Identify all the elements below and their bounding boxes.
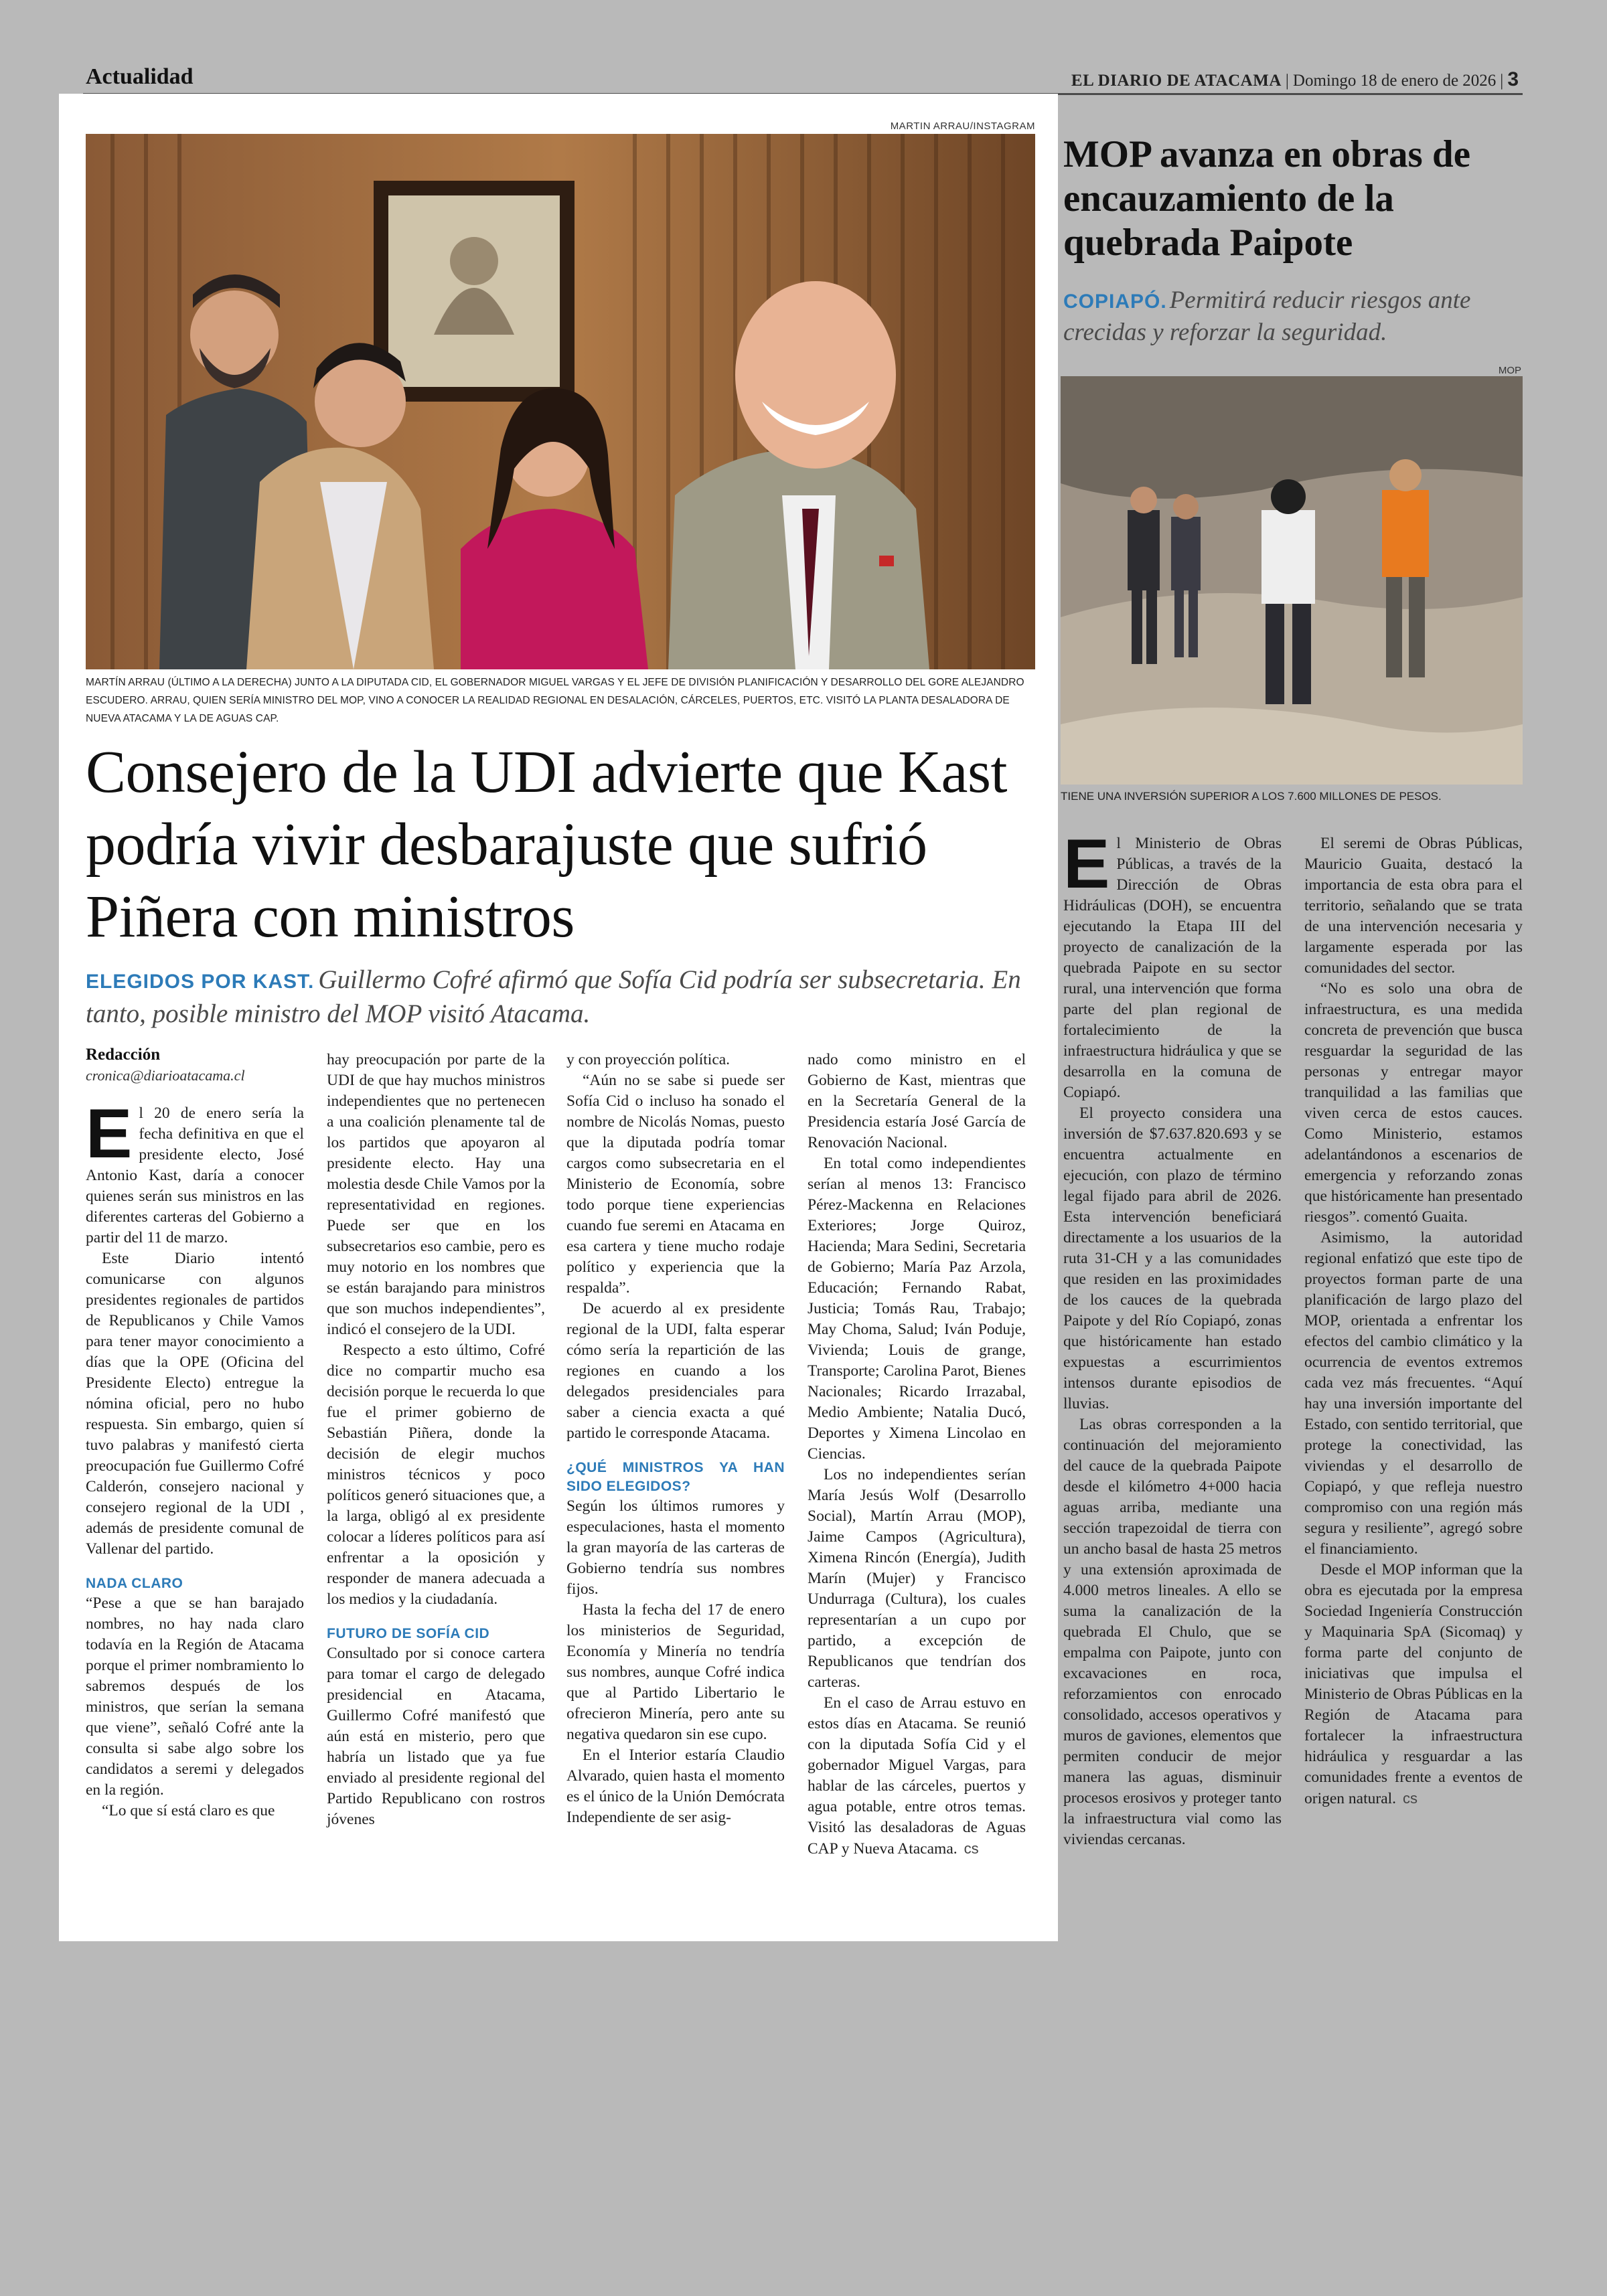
side-column-2 [1304, 833, 1523, 1809]
paragraph: En el Interior estaría Claudio Alvarado, quien hasta el momento es el único de la Unión Demócrata Independiente de ser asig- [566, 1746, 785, 1826]
main-deck [86, 964, 1050, 1030]
masthead: EL DIARIO DE ATACAMA | Domingo 18 de enero de 2026 | 3 [1071, 68, 1519, 90]
main-column-4 [808, 1050, 1026, 1860]
paragraph: Hasta la fecha del 17 de enero los ministerios de Seguridad, Economía y Minería no tendría sus nombres, aunque Cofré indica que al Partido Libertario le ofrecieron Minería, pero ante su negativa quedaron sin ese cupo. [566, 1601, 785, 1743]
side-kicker: COPIAPÓ. [1063, 291, 1167, 313]
paragraph: Respecto a esto último, Cofré dice no compartir mucho esa decisión porque le recuerda lo que fue el primer gobierno de Sebastián Piñera, donde la decisión de elegir muchos ministros técnicos y poco políticos generó situaciones que, a la larga, obligó al ex presidente colocar a líderes políticos para así enfrentar a la oposición y responder de manera adecuada a los medios y la ciudadanía. [327, 1341, 545, 1608]
side-deck-text: Permitirá reducir riesgos ante crecidas y reforzar la seguridad. [1063, 286, 1471, 346]
paragraph-text: Desde el MOP informan que la obra es ejecutada por la empresa Sociedad Ingeniería Construcción y Maquinaria SpA (Sicomaq) y forma parte del conjunto de iniciativas que impulsa el Ministerio de Obras Públicas en la Región de Atacama para fortalecer la infraestructura hidráulica y resguardar a las comunidades frente a eventos de origen natural. [1304, 1561, 1523, 1807]
group-photo-illustration [86, 134, 1035, 669]
subhead-ministros: ¿QUÉ MINISTROS YA HAN SIDO ELEGIDOS? [566, 1460, 785, 1494]
paragraph-text: En el caso de Arrau estuvo en estos días en Atacama. Se reunió con la diputada Sofía Cid y el gobernador Miguel Vargas, para hablar de las cárceles, puertos y agua potable, entre otros temas. Visitó las desaladoras de Aguas CAP y Nueva Atacama. [808, 1694, 1026, 1858]
paragraph: “No es solo una obra de infraestructura, es una medida concreta de prevención que busca resguardar la seguridad de las personas y entregar mayor tranquilidad a las familias que viven cerca de estos cauces. Como Ministerio, estamos adelantándonos a escenarios de emergencia y reforzando zonas que históricamente han presentado riesgos”. comentó Guaita. [1304, 980, 1523, 1226]
worksite-photo-illustration [1061, 376, 1523, 785]
end-mark: cs [1403, 1790, 1418, 1807]
main-deck-text: Guillermo Cofré afirmó que Sofía Cid podría ser subsecretaria. En tanto, posible ministro del MOP visitó Atacama. [86, 965, 1021, 1028]
paragraph: l Ministerio de Obras Públicas, a través de la Dirección de Obras Hidráulicas (DOH), se encuentra ejecutando la Etapa III del proyecto de canalización de la quebrada Paipote en su sector rural, una intervención que forma parte del plan regional de fortalecimiento de la infraestructura hidráulica y que se desarrolla en la comuna de Copiapó. [1063, 835, 1282, 1101]
end-mark: cs [964, 1840, 979, 1857]
subhead-futuro-sofia-cid: FUTURO DE SOFÍA CID [327, 1626, 490, 1641]
issue-date: Domingo 18 de enero de 2026 [1292, 72, 1497, 90]
main-photo [86, 134, 1035, 669]
side-headline: MOP avanza en obras de encauzamiento de la quebrada Paipote [1063, 133, 1470, 264]
paragraph [808, 1693, 1026, 1860]
paragraph: “Lo que sí está claro es que [102, 1802, 275, 1819]
side-photo [1061, 376, 1523, 785]
paragraph: El seremi de Obras Públicas, Mauricio Guaita, destacó la importancia de esta obra para el territorio, señalando que se trata de una intervención necesaria y largamente esperada por las comunidades del sector. [1304, 835, 1523, 977]
paragraph: Este Diario intentó comunicarse con algunos presidentes regionales de partidos de Republicanos y Chile Vamos para tener mayor conocimiento a días que la OPE (Oficina del Presidente Electo) entregue la nómina oficial, pero no hubo respuesta. Sin embargo, quien sí tuvo palabras y manifestó cierta preocupación fue Guillermo Cofré Calderón, consejero nacional y consejero regional de la UDI , además de presidente comunal de Vallenar del partido. [86, 1250, 304, 1558]
dropcap: E [1063, 825, 1110, 903]
main-photo-credit: MARTIN ARRAU/INSTAGRAM [890, 120, 1035, 132]
paragraph: De acuerdo al ex presidente regional de la UDI, falta esperar cómo sería la repartición de las regiones en cuando a los delegados presidenciales para saber a ciencia exacta a qué partido le corresponde Atacama. [566, 1300, 785, 1442]
page-number: 3 [1507, 68, 1519, 90]
author: Redacción [86, 1046, 161, 1064]
paragraph: nado como ministro en el Gobierno de Kast, mientras que en la Secretaría General de la Presidencia estaría José García de Renovación Nacional. [808, 1051, 1026, 1151]
byline [86, 1046, 300, 1084]
paragraph: Consultado por si conoce cartera para tomar el cargo de delegado presidencial en Atacama, Guillermo Cofré manifestó que aún está en misterio, pero que habría un listado que ya fue enviado al presidente regional del Partido Republicano con rostros jóvenes [327, 1645, 545, 1828]
page-header [83, 62, 1523, 95]
paragraph: “Aún no se sabe si puede ser Sofía Cid o incluso ha sonado el nombre de Nicolás Nomas, puesto que la diputada podría tomar cargos como subsecretaria en el Ministerio de Economía, sobre todo porque tiene experiencias cuando fue seremi en Atacama en esa cartera y tiene mucho rodaje político y experiencia que la respalda”. [566, 1072, 785, 1297]
side-column-1 [1063, 825, 1282, 1850]
main-column-2 [327, 1050, 545, 1830]
newspaper-name: EL DIARIO DE ATACAMA [1071, 72, 1282, 90]
paragraph: l 20 de enero sería la fecha definitiva en que el presidente electo, José Antonio Kast, daría a conocer quienes serán sus ministros en las diferentes carteras del Gobierno a partir del 11 de marzo. [86, 1104, 304, 1246]
paragraph: En total como independientes serían al menos 13: Francisco Pérez-Mackenna en Relaciones Exteriores; Jorge Quiroz, Hacienda; Mara Sedini, Secretaria de Gobierno; María Paz Arzola, Educación; Fernando Rabat, Justicia; Tomás Rau, Trabajo; May Choma, Salud; Iván Poduje, Vivienda; Louis de grange, Transporte; Carolina Parot, Bienes Nacionales; Ricardo Irrazabal, Medio Ambiente; Natalia Ducó, Deportes y Ximena Lincolao en Ciencias. [808, 1155, 1026, 1463]
paragraph: y con proyección política. [566, 1051, 731, 1068]
paragraph: hay preocupación por parte de la UDI de que hay muchos ministros independientes que no pertenecen a una coalición plenamente tal de los partidos que apoyaron al presidente electo. Hay una molestia desde Chile Vamos por la representatividad en regiones. Puede ser que en los subsecretarios eso cambie, pero es muy notorio en los nombres que se están barajando para ministros que son muchos independientes”, indicó el consejero de la UDI. [327, 1051, 545, 1338]
paragraph: Las obras corresponden a la continuación del mejoramiento del cauce de la quebrada Paipote desde el kilómetro 4+000 hacia aguas arriba, mediante una sección trapezoidal de tierra con un ancho basal de hasta 25 metros y una extensión aproximada de 4.000 metros lineales. A ello se suma la canalización de la quebrada El Chulo, que se empalma con Paipote, junto con excavaciones en roca, reforzamientos con enrocado consolidado, accesos operativos y muros de gaviones, elementos que permiten conducir de mejor manera las aguas, disminuir procesos erosivos y proteger tanto la infraestructura vial como las viviendas cercanas. [1063, 1416, 1282, 1848]
main-photo-caption: MARTÍN ARRAU (ÚLTIMO A LA DERECHA) JUNTO A LA DIPUTADA CID, EL GOBERNADOR MIGUEL VARGAS Y EL JEFE DE DIVISIÓN PLANIFICACIÓN Y DESARROLLO DEL GORE ALEJANDRO ESCUDERO. ARRAU, QUIEN SERÍA MINISTRO DEL MOP, VINO A CONOCER LA REALIDAD REGIONAL EN DESALACIÓN, CÁRCELES, PUERTOS, ETC. VISITÓ LA PLANTA DESALADORA DE NUEVA ATACAMA Y LA DE AGUAS CAP. [86, 677, 1024, 724]
subhead-nada-claro: NADA CLARO [86, 1576, 183, 1591]
main-column-1 [86, 1095, 304, 1821]
main-column-3 [566, 1050, 785, 1828]
paragraph: Asimismo, la autoridad regional enfatizó que este tipo de proyectos forman parte de una planificación de largo plazo del MOP, orientada a enfrentar los efectos del cambio climático y la ocurrencia de eventos extremos cada vez más frecuentes. “Aquí hay una inversión importante del Estado, con sentido territorial, que protege la conectividad, las viviendas y el desarrollo de Copiapó, y que refleja nuestro compromiso con una región más segura y resiliente”, agregó sobre el financiamiento. [1304, 1229, 1523, 1558]
main-article [59, 94, 1058, 1941]
paragraph: Según los últimos rumores y especulaciones, hasta el momento la gran mayoría de las carteras de Gobierno tendría sus nombres fijos. [566, 1497, 785, 1598]
side-photo-caption: TIENE UNA INVERSIÓN SUPERIOR A LOS 7.600 MILLONES DE PESOS. [1061, 790, 1442, 803]
paragraph: Los no independientes serían María Jesús Wolf (Desarrollo Social), Martín Arrau (MOP), Jaime Campos (Agricultura), Ximena Rincón (Energía), Judith Marín (Mujer) y Francisco Undurraga (Cultura), los cuales representarían a un cupo por partido, a excepción de Republicanos que tendrían dos carteras. [808, 1466, 1026, 1691]
paragraph: “Pese a que se han barajado nombres, no hay nada claro todavía en la Región de Atacama porque el primer nombramiento lo sabremos después de los ministros, que serían la semana que viene”, señaló Cofré ante la consulta si sabe algo sobre los candidatos a seremi y delegados en la región. [86, 1594, 304, 1799]
dropcap: E [86, 1095, 133, 1173]
side-deck [1063, 285, 1532, 348]
side-article [1058, 94, 1527, 1941]
side-photo-credit: MOP [1498, 365, 1521, 376]
paragraph: El proyecto considera una inversión de $7.637.820.693 y se encuentra actualmente en ejecución, con plazo de término legal fijado para abril de 2026. Esta intervención beneficiará directamente a los usuarios de la ruta 31-CH y a las comunidades que residen en las proximidades de los cauces de la quebrada Paipote y del Río Copiapó, zonas que históricamente han estado expuestas a escurrimientos intensos durante episodios de lluvias. [1063, 1104, 1282, 1412]
author-email: cronica@diarioatacama.cl [86, 1067, 245, 1084]
main-headline: Consejero de la UDI advierte que Kast podría vivir desbarajuste que sufrió Piñera con ministros [86, 739, 1008, 950]
paragraph [1304, 1560, 1523, 1809]
section-label: Actualidad [86, 64, 194, 89]
main-kicker: ELEGIDOS POR KAST. [86, 971, 315, 993]
